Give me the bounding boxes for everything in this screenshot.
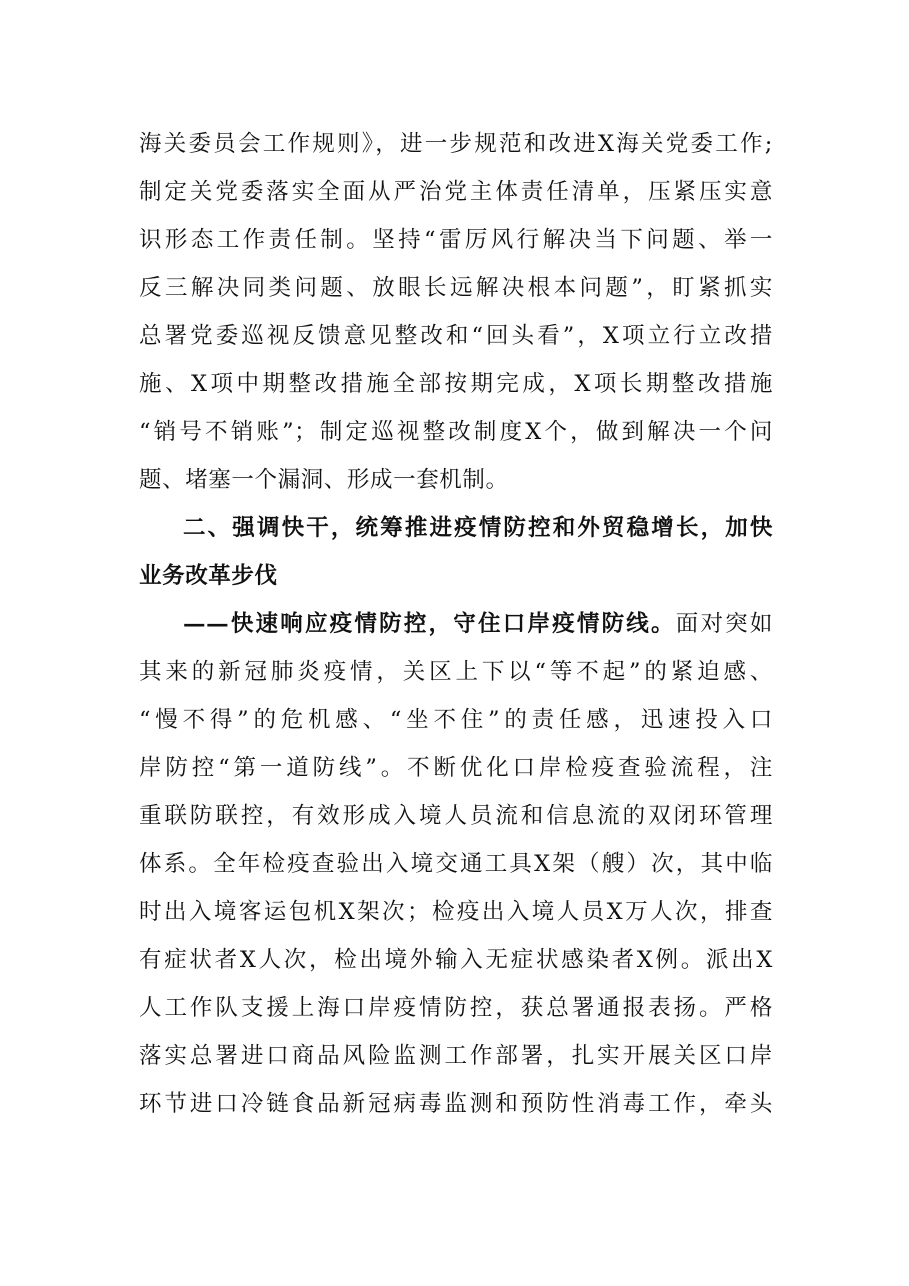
paragraph-first-line [139, 600, 773, 648]
paragraph-line: 识形态工作责任制。坚持“雷厉风行解决当下问题、举一 [139, 227, 773, 253]
paragraph-line: 人工作队支援上海口岸疫情防控，获总署通报表扬。严格 [139, 995, 773, 1021]
paragraph-line-rest: 面对突如 [675, 611, 773, 637]
paragraph-line: 体系。全年检疫查验出入境交通工具X架（艘）次，其中临 [139, 851, 773, 877]
paragraph-line: “销号不销账”；制定巡视整改制度X个，做到解决一个问 [139, 419, 773, 445]
section-heading-line: 二、强调快干，统筹推进疫情防控和外贸稳增长，加快 [183, 515, 773, 541]
section-heading-line: 业务改革步伐 [139, 563, 278, 589]
section-heading [139, 504, 773, 600]
paragraph-line: “慢不得”的危机感、“坐不住”的责任感，迅速投入口 [139, 707, 773, 733]
paragraph-line: 环节进口冷链食品新冠病毒监测和预防性消毒工作，牵头 [139, 1091, 773, 1117]
paragraph-line: 海关委员会工作规则》，进一步规范和改进X海关党委工作; [139, 131, 773, 157]
paragraph-line: 落实总署进口商品风险监测工作部署，扎实开展关区口岸 [139, 1043, 773, 1069]
paragraph-line: 总署党委巡视反馈意见整改和“回头看”，X项立行立改措 [139, 323, 773, 349]
paragraph-line: 岸防控“第一道防线”。不断优化口岸检疫查验流程，注 [139, 755, 773, 781]
paragraph-party-committee [139, 120, 773, 504]
paragraph-line: 反三解决同类问题、放眼长远解决根本问题”，盯紧抓实 [139, 275, 773, 301]
paragraph-epidemic-control [139, 600, 773, 1128]
subheading: ——快速响应疫情防控，守住口岸疫情防线。 [183, 611, 676, 637]
paragraph-line: 有症状者X人次，检出境外输入无症状感染者X例。派出X [139, 947, 773, 973]
paragraph-line: 重联防联控，有效形成入境人员流和信息流的双闭环管理 [139, 803, 773, 829]
paragraph-line: 题、堵塞一个漏洞、形成一套机制。 [139, 467, 509, 493]
paragraph-line: 施、X项中期整改措施全部按期完成，X项长期整改措施 [139, 371, 773, 397]
paragraph-line: 其来的新冠肺炎疫情，关区上下以“等不起”的紧迫感、 [139, 659, 773, 685]
paragraph-line: 制定关党委落实全面从严治党主体责任清单，压紧压实意 [139, 179, 773, 205]
paragraph-line: 时出入境客运包机X架次；检疫出入境人员X万人次，排查 [139, 899, 773, 925]
